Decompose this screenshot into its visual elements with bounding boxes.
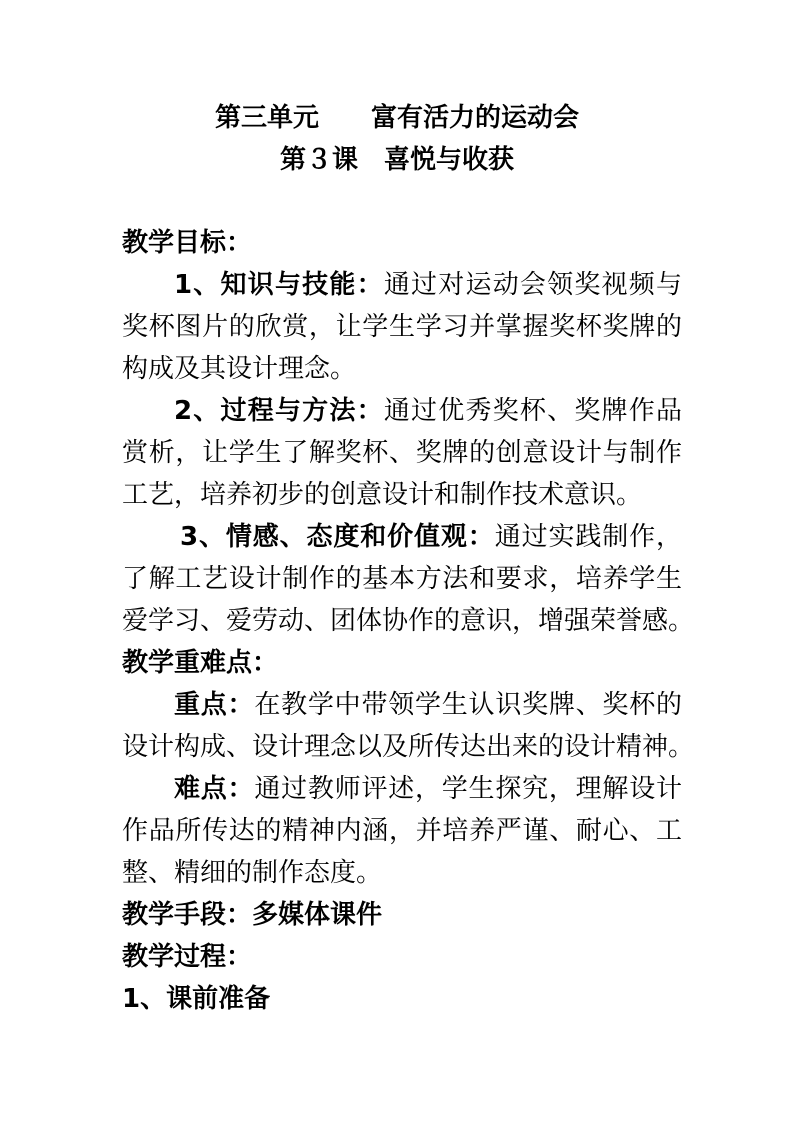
objective-3-line-1: [180, 517, 682, 557]
focus-label: 重点：: [174, 690, 255, 720]
focus-text-1: 在教学中带领学生认识奖牌、奖杯的: [254, 690, 682, 720]
difficulty-label: 难点：: [174, 774, 255, 804]
focus-line-2: 设计构成、设计理念以及所传达出来的设计精神。: [122, 732, 695, 762]
objective-3-label: 3、情感、态度和价值观：: [180, 522, 495, 552]
objective-3-line-2: 了解工艺设计制作的基本方法和要求，培养学生: [122, 564, 682, 594]
difficulty-line-3: 整、精细的制作态度。: [122, 858, 383, 888]
objective-1-line-3: 构成及其设计理念。: [122, 354, 357, 384]
objective-3-text-1: 通过实践制作，: [494, 522, 682, 552]
focus-line-1: [174, 685, 682, 725]
objective-1-label: 1、知识与技能：: [174, 270, 384, 300]
objective-3-line-3: 爱学习、爱劳动、团体协作的意识，增强荣誉感。: [122, 606, 695, 636]
difficulty-line-1: [174, 769, 682, 809]
objective-2-line-1: [174, 391, 682, 431]
objectives-heading: 教学目标：: [122, 228, 253, 258]
key-points-heading: 教学重难点：: [122, 648, 279, 678]
difficulty-text-1: 通过教师评述，学生探究，理解设计: [254, 774, 682, 804]
objective-1-line-2: 奖杯图片的欣赏，让学生学习并掌握奖杯奖牌的: [122, 312, 682, 342]
objective-2-line-3: 工艺，培养初步的创意设计和制作技术意识。: [122, 480, 643, 510]
difficulty-line-2: 作品所传达的精神内涵，并培养严谨、耐心、工: [122, 816, 682, 846]
objective-2-line-2: 赏析，让学生了解奖杯、奖牌的创意设计与制作: [122, 438, 682, 468]
teaching-means: 教学手段：多媒体课件: [122, 900, 383, 930]
unit-title: 第三单元 富有活力的运动会: [214, 103, 579, 133]
objective-1-text-1: 通过对运动会领奖视频与: [383, 270, 682, 300]
objective-2-text-1: 通过优秀奖杯、奖牌作品: [383, 396, 682, 426]
objective-2-label: 2、过程与方法：: [174, 396, 384, 426]
process-step-1: 1、课前准备: [122, 984, 271, 1014]
lesson-title: 第３课 喜悦与收获: [279, 145, 514, 175]
objective-1-line-1: [174, 265, 682, 305]
process-heading: 教学过程：: [122, 942, 253, 972]
